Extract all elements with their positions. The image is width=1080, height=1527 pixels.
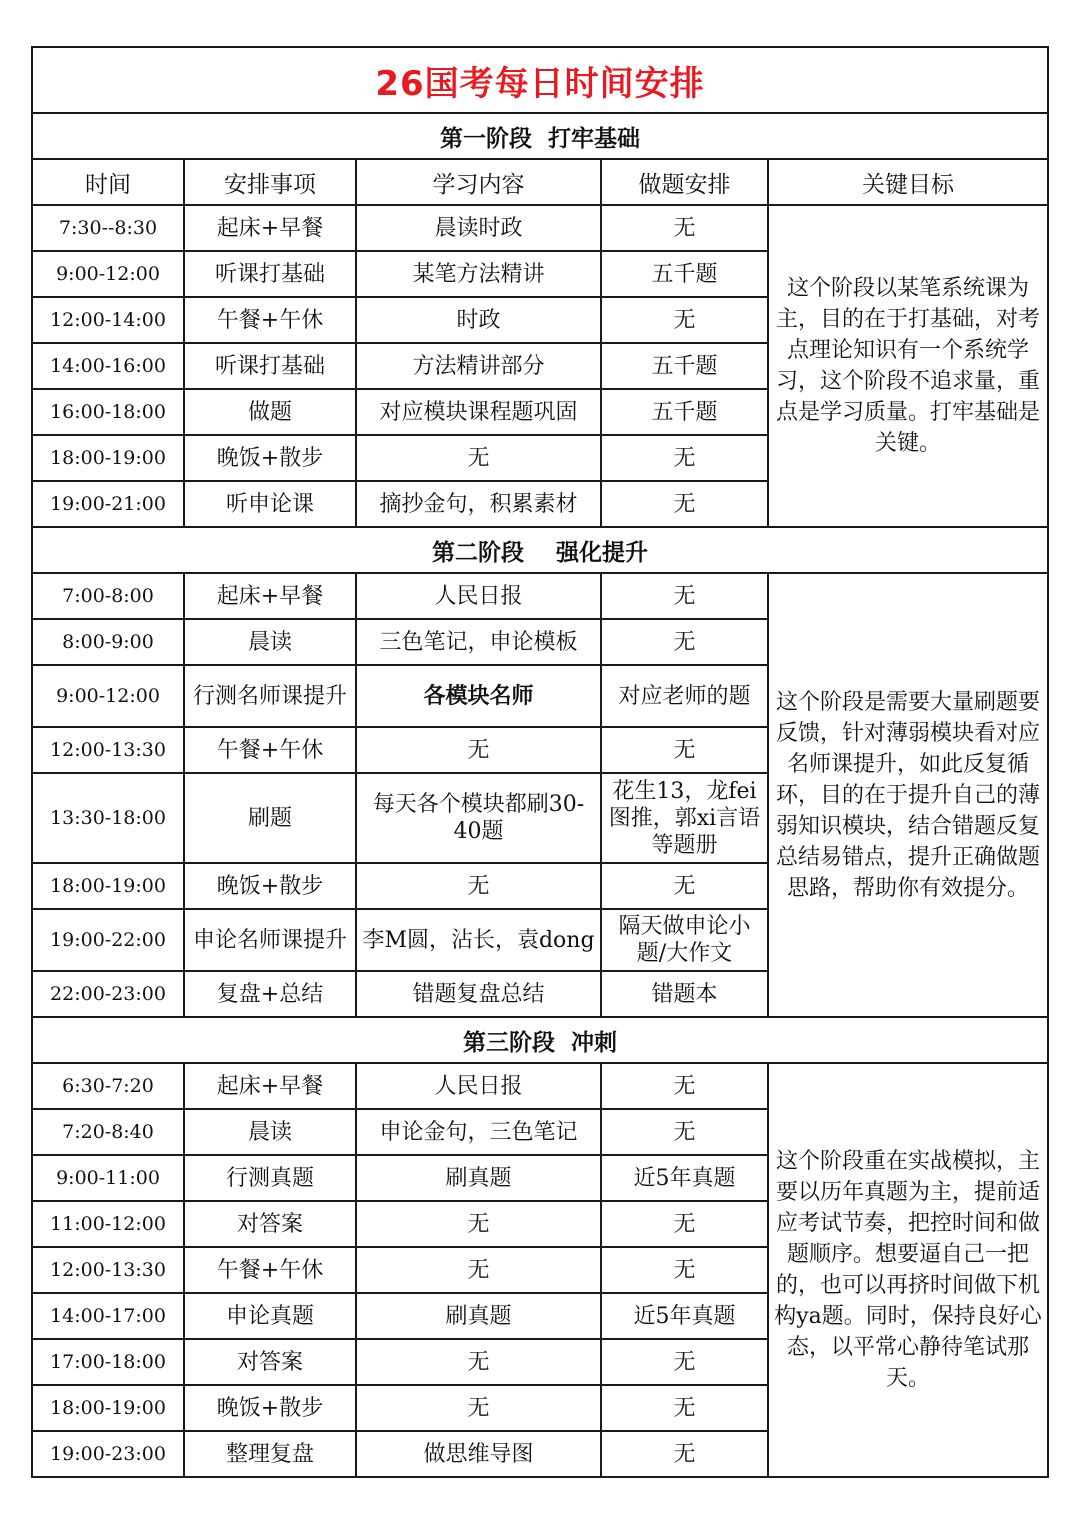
content-cell: 人民日报 — [356, 1063, 601, 1109]
table-row — [32, 573, 1048, 619]
task-cell: 近5年真题 — [601, 1293, 768, 1339]
task-cell: 无 — [601, 297, 768, 343]
time-cell: 18:00-19:00 — [32, 435, 184, 481]
item-cell: 起床+早餐 — [184, 1063, 356, 1109]
column-header-row — [32, 159, 1048, 205]
item-cell: 晨读 — [184, 1109, 356, 1155]
time-cell: 7:00-8:00 — [32, 573, 184, 619]
schedule-sheet — [31, 46, 1047, 1478]
item-cell: 午餐+午休 — [184, 727, 356, 773]
content-cell: 做思维导图 — [356, 1431, 601, 1477]
content-cell: 无 — [356, 1385, 601, 1431]
content-cell: 无 — [356, 1339, 601, 1385]
item-cell: 起床+早餐 — [184, 573, 356, 619]
content-cell: 李M圆，沾长，袁dong — [356, 909, 601, 971]
item-cell: 对答案 — [184, 1201, 356, 1247]
item-cell: 晚饭+散步 — [184, 863, 356, 909]
task-cell: 无 — [601, 1431, 768, 1477]
time-cell: 13:30-18:00 — [32, 773, 184, 863]
task-cell: 无 — [601, 727, 768, 773]
content-cell: 摘抄金句，积累素材 — [356, 481, 601, 527]
header-content: 学习内容 — [356, 159, 601, 205]
item-cell: 行测名师课提升 — [184, 665, 356, 727]
table-row — [32, 205, 1048, 251]
time-cell: 9:00-11:00 — [32, 1155, 184, 1201]
item-cell: 整理复盘 — [184, 1431, 356, 1477]
item-cell: 听课打基础 — [184, 251, 356, 297]
time-cell: 19:00-22:00 — [32, 909, 184, 971]
item-cell: 申论真题 — [184, 1293, 356, 1339]
content-cell: 晨读时政 — [356, 205, 601, 251]
content-cell: 时政 — [356, 297, 601, 343]
time-cell: 6:30-7:20 — [32, 1063, 184, 1109]
task-cell: 无 — [601, 619, 768, 665]
stage-3-goal: 这个阶段重在实战模拟，主要以历年真题为主，提前适应考试节奏，把控时间和做题顺序。想要逼自己一把的，也可以再挤时间做下机构ya题。同时，保持良好心态，以平常心静待笔试那天。 — [768, 1063, 1048, 1477]
item-cell: 午餐+午休 — [184, 1247, 356, 1293]
task-cell: 无 — [601, 435, 768, 481]
item-cell: 起床+早餐 — [184, 205, 356, 251]
item-cell: 行测真题 — [184, 1155, 356, 1201]
content-cell: 申论金句，三色笔记 — [356, 1109, 601, 1155]
time-cell: 11:00-12:00 — [32, 1201, 184, 1247]
stage-1-header: 第一阶段 打牢基础 — [32, 113, 1048, 159]
time-cell: 12:00-14:00 — [32, 297, 184, 343]
time-cell: 19:00-21:00 — [32, 481, 184, 527]
task-cell: 无 — [601, 205, 768, 251]
content-cell: 人民日报 — [356, 573, 601, 619]
stage-1-goal: 这个阶段以某笔系统课为主，目的在于打基础，对考点理论知识有一个系统学习，这个阶段不追求量，重点是学习质量。打牢基础是关键。 — [768, 205, 1048, 527]
stage-2-header: 第二阶段 强化提升 — [32, 527, 1048, 573]
time-cell: 16:00-18:00 — [32, 389, 184, 435]
time-cell: 8:00-9:00 — [32, 619, 184, 665]
content-cell: 无 — [356, 727, 601, 773]
header-task: 做题安排 — [601, 159, 768, 205]
time-cell: 9:00-12:00 — [32, 665, 184, 727]
content-cell: 每天各个模块都刷30-40题 — [356, 773, 601, 863]
content-cell: 无 — [356, 863, 601, 909]
task-cell: 五千题 — [601, 389, 768, 435]
header-goal: 关键目标 — [768, 159, 1048, 205]
task-cell: 无 — [601, 481, 768, 527]
task-cell: 隔天做申论小题/大作文 — [601, 909, 768, 971]
task-cell: 无 — [601, 863, 768, 909]
content-cell: 各模块名师 — [356, 665, 601, 727]
header-item: 安排事项 — [184, 159, 356, 205]
item-cell: 复盘+总结 — [184, 971, 356, 1017]
time-cell: 7:20-8:40 — [32, 1109, 184, 1155]
page-title: 26国考每日时间安排 — [32, 47, 1048, 113]
header-time: 时间 — [32, 159, 184, 205]
task-cell: 错题本 — [601, 971, 768, 1017]
task-cell: 对应老师的题 — [601, 665, 768, 727]
time-cell: 7:30--8:30 — [32, 205, 184, 251]
task-cell: 无 — [601, 1201, 768, 1247]
content-cell: 刷真题 — [356, 1293, 601, 1339]
content-cell: 无 — [356, 1201, 601, 1247]
content-cell: 方法精讲部分 — [356, 343, 601, 389]
item-cell: 刷题 — [184, 773, 356, 863]
content-cell: 三色笔记，申论模板 — [356, 619, 601, 665]
time-cell: 12:00-13:30 — [32, 1247, 184, 1293]
stage-3-header: 第三阶段 冲刺 — [32, 1017, 1048, 1063]
task-cell: 无 — [601, 1063, 768, 1109]
item-cell: 对答案 — [184, 1339, 356, 1385]
task-cell: 近5年真题 — [601, 1155, 768, 1201]
content-cell: 无 — [356, 435, 601, 481]
time-cell: 19:00-23:00 — [32, 1431, 184, 1477]
content-cell: 对应模块课程题巩固 — [356, 389, 601, 435]
task-cell: 花生13，龙fei图推，郭xi言语等题册 — [601, 773, 768, 863]
time-cell: 22:00-23:00 — [32, 971, 184, 1017]
task-cell: 无 — [601, 573, 768, 619]
time-cell: 18:00-19:00 — [32, 863, 184, 909]
task-cell: 无 — [601, 1385, 768, 1431]
item-cell: 晚饭+散步 — [184, 435, 356, 481]
task-cell: 无 — [601, 1247, 768, 1293]
item-cell: 午餐+午休 — [184, 297, 356, 343]
time-cell: 14:00-16:00 — [32, 343, 184, 389]
content-cell: 错题复盘总结 — [356, 971, 601, 1017]
task-cell: 五千题 — [601, 343, 768, 389]
item-cell: 听申论课 — [184, 481, 356, 527]
content-cell: 某笔方法精讲 — [356, 251, 601, 297]
item-cell: 听课打基础 — [184, 343, 356, 389]
item-cell: 晨读 — [184, 619, 356, 665]
schedule-table — [31, 46, 1049, 1478]
table-row — [32, 1063, 1048, 1109]
item-cell: 做题 — [184, 389, 356, 435]
task-cell: 五千题 — [601, 251, 768, 297]
time-cell: 9:00-12:00 — [32, 251, 184, 297]
item-cell: 晚饭+散步 — [184, 1385, 356, 1431]
content-cell: 刷真题 — [356, 1155, 601, 1201]
stage-2-goal: 这个阶段是需要大量刷题要反馈，针对薄弱模块看对应名师课提升，如此反复循环，目的在于提升自己的薄弱知识模块，结合错题反复总结易错点，提升正确做题思路，帮助你有效提分。 — [768, 573, 1048, 1017]
item-cell: 申论名师课提升 — [184, 909, 356, 971]
time-cell: 17:00-18:00 — [32, 1339, 184, 1385]
content-cell: 无 — [356, 1247, 601, 1293]
time-cell: 12:00-13:30 — [32, 727, 184, 773]
task-cell: 无 — [601, 1109, 768, 1155]
task-cell: 无 — [601, 1339, 768, 1385]
time-cell: 18:00-19:00 — [32, 1385, 184, 1431]
time-cell: 14:00-17:00 — [32, 1293, 184, 1339]
